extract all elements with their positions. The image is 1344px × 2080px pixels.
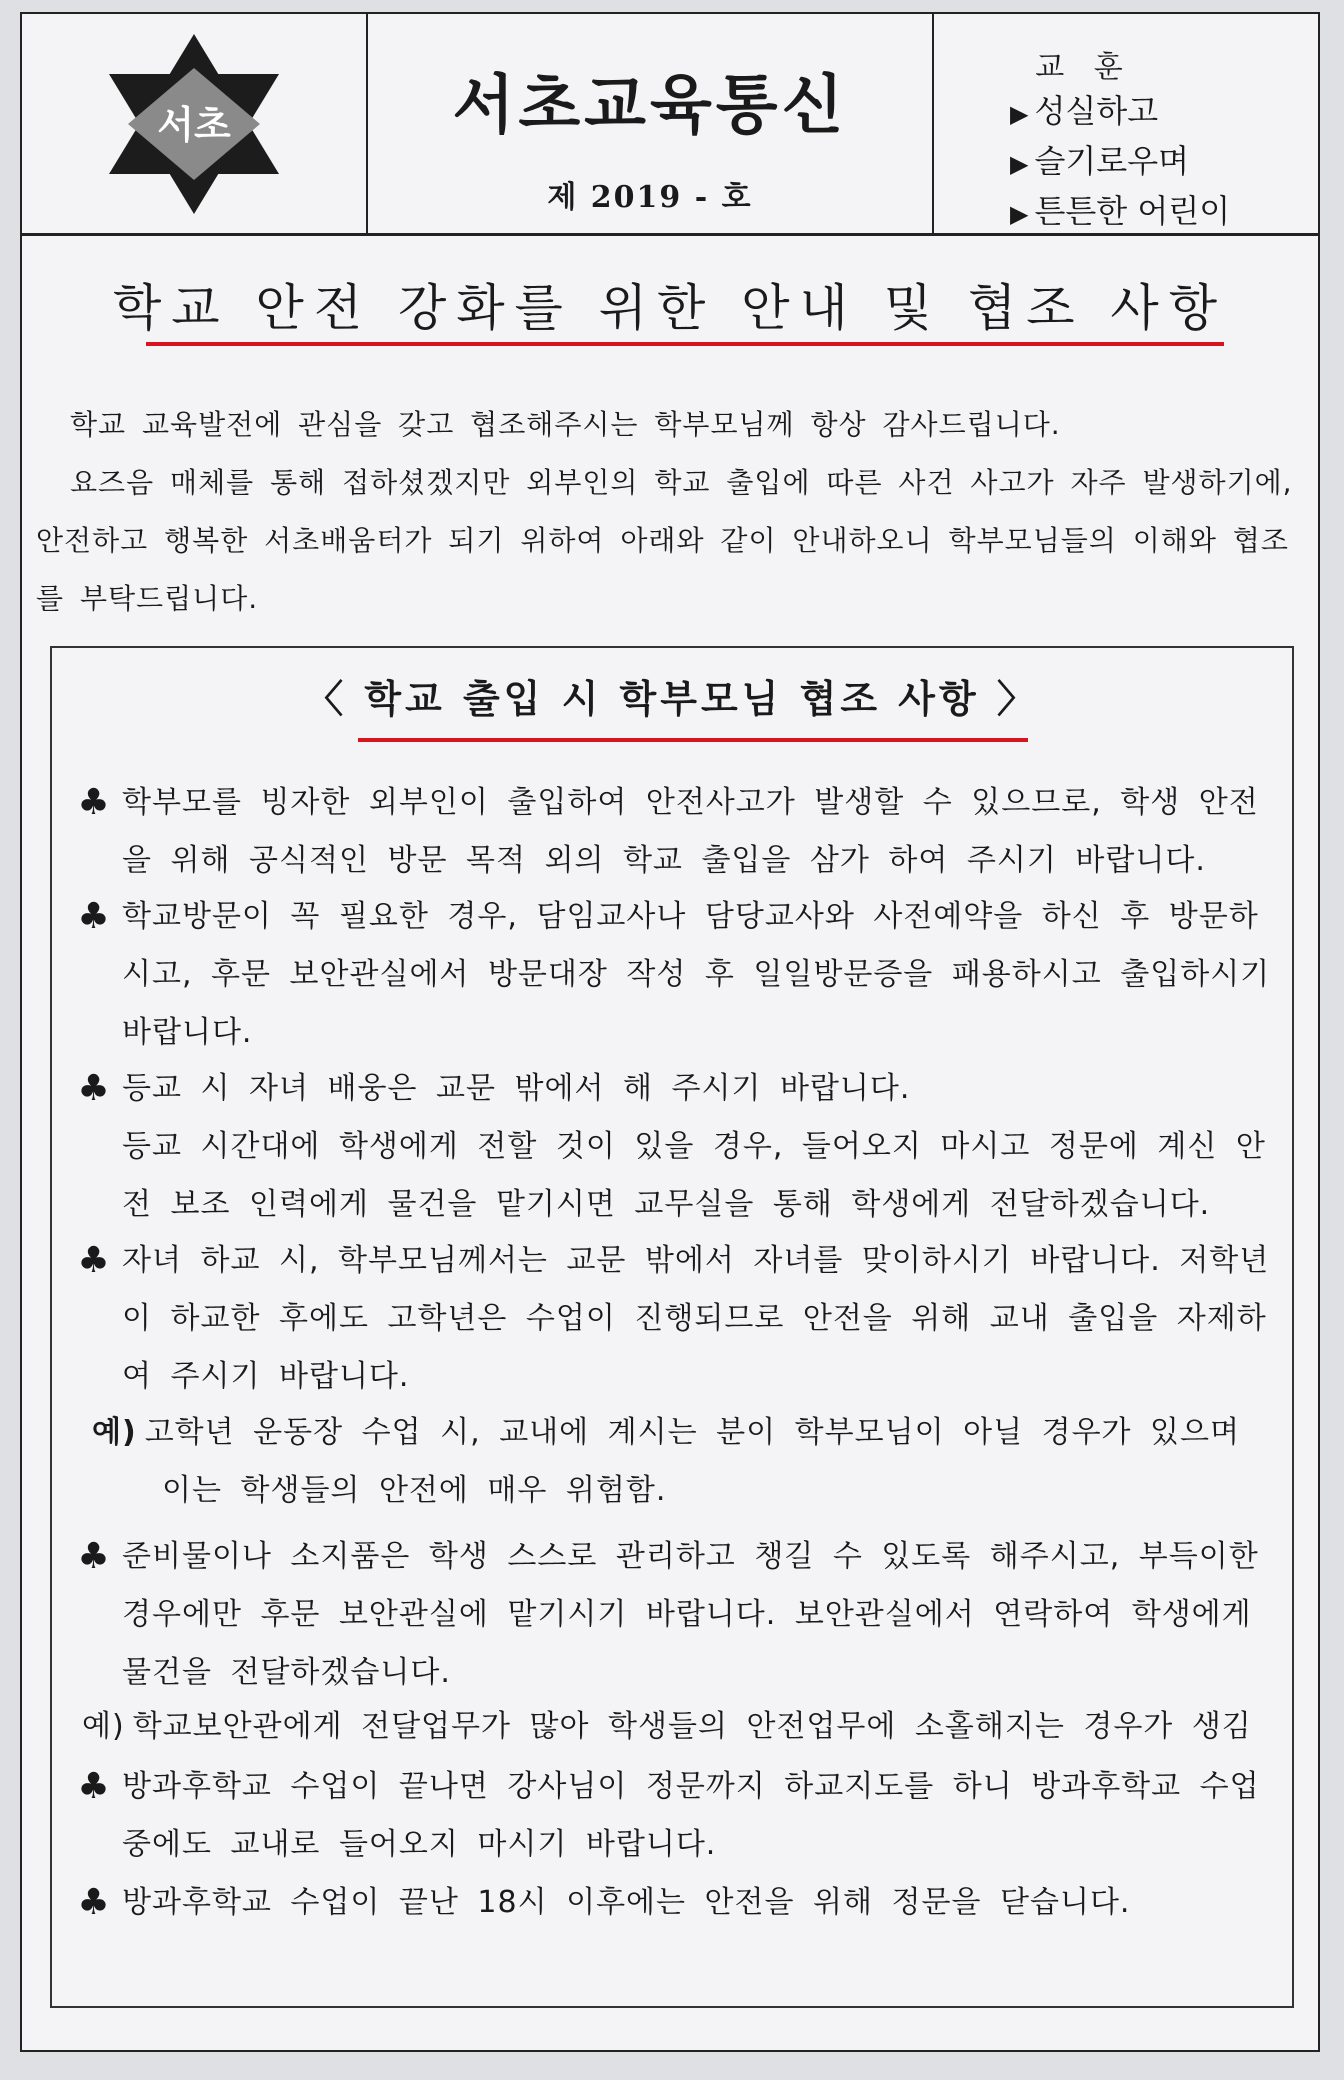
list-item	[77, 1758, 1272, 1874]
intro-paragraph: 요즈음 매체를 통해 접하셨겠지만 외부인의 학교 출입에 따른 사건 사고가 자주 발생하기에, 안전하고 행복한 서초배움터가 되기 위하여 아래와 같이 안내하오니 학부모님들의 이해와 협조를 부탁드립니다.	[36, 466, 1293, 615]
club-bullet-icon: ♣	[77, 1240, 111, 1281]
club-bullet-icon: ♣	[77, 1766, 111, 1807]
masthead-title: 서초교육통신	[452, 68, 848, 143]
motto-line: ▶ 튼튼한 어린이	[1010, 192, 1231, 230]
item-text: 학부모를 빙자한 외부인이 출입하여 안전사고가 발생할 수 있으므로, 학생 안전을 위해 공식적인 방문 목적 외의 학교 출입을 삼가 하여 주시기 바랍니다.	[122, 785, 1259, 878]
motto-line: ▶ 슬기로우며	[1010, 142, 1190, 180]
masthead-header	[22, 14, 1318, 236]
club-bullet-icon: ♣	[77, 896, 111, 937]
item-text: 준비물이나 소지품은 학생 스스로 관리하고 챙길 수 있도록 해주시고, 부득이한 경우에만 후문 보안관실에 맡기시기 바랍니다. 보안관실에서 연락하여 학생에게 물건을 전달하겠습니다.	[122, 1539, 1259, 1690]
intro-text	[36, 396, 1306, 628]
example-note	[82, 1698, 1272, 1756]
example-label: 예)	[82, 1709, 125, 1744]
issue-number: 제 2019 - 호	[547, 180, 753, 215]
club-bullet-icon: ♣	[77, 1068, 111, 1109]
school-logo-icon	[94, 34, 294, 214]
item-text: 방과후학교 수업이 끝난 18시 이후에는 안전을 위해 정문을 닫습니다.	[122, 1885, 1131, 1920]
list-item	[77, 1060, 1272, 1234]
motto-cell	[934, 14, 1318, 233]
triangle-arrow-icon: ▶	[1010, 150, 1029, 178]
triangle-arrow-icon: ▶	[1010, 100, 1029, 128]
list-item	[77, 1232, 1272, 1406]
example-text: 학교보안관에게 전달업무가 많아 학생들의 안전업무에 소홀해지는 경우가 생김	[132, 1709, 1252, 1744]
club-bullet-icon: ♣	[77, 782, 111, 823]
example-note	[92, 1404, 1282, 1520]
box-title: 〈 학교 출입 시 학부모님 협조 사항 〉	[305, 677, 1039, 721]
example-text: 고학년 운동장 수업 시, 교내에 계시는 분이 학부모님이 아닐 경우가 있으며	[144, 1415, 1240, 1450]
cooperation-box	[50, 646, 1294, 2008]
title-underline	[146, 342, 1224, 346]
item-text: 등교 시간대에 학생에게 전할 것이 있을 경우, 들어오지 마시고 정문에 계신 안전 보조 인력에게 물건을 맡기시면 교무실을 통해 학생에게 전달하겠습니다.	[122, 1129, 1266, 1222]
club-bullet-icon: ♣	[77, 1882, 111, 1923]
example-label: 예)	[92, 1415, 137, 1450]
example-text: 이는 학생들의 안전에 매우 위험함.	[162, 1473, 667, 1508]
item-text: 방과후학교 수업이 끝나면 강사님이 정문까지 하교지도를 하니 방과후학교 수업 중에도 교내로 들어오지 마시기 바랍니다.	[122, 1769, 1260, 1862]
logo-cell	[22, 14, 368, 233]
intro-paragraph: 학교 교육발전에 관심을 갖고 협조해주시는 학부모님께 항상 감사드립니다.	[70, 408, 1061, 441]
item-text: 자녀 하교 시, 학부모님께서는 교문 밖에서 자녀를 맞이하시기 바랍니다. 저학년이 하교한 후에도 고학년은 수업이 진행되므로 안전을 위해 교내 출입을 자제하여 주시기 바랍니다.	[122, 1243, 1270, 1394]
newsletter-page	[20, 12, 1320, 2052]
logo-text: 서초	[157, 103, 231, 147]
motto-title: 교 훈	[1035, 50, 1133, 85]
list-item	[77, 1874, 1272, 1932]
club-bullet-icon: ♣	[77, 1536, 111, 1577]
triangle-arrow-icon: ▶	[1010, 200, 1029, 228]
item-text: 학교방문이 꼭 필요한 경우, 담임교사나 담당교사와 사전예약을 하신 후 방문하시고, 후문 보안관실에서 방문대장 작성 후 일일방문증을 패용하시고 출입하시기 바랍니다.	[122, 899, 1271, 1050]
list-item	[77, 1528, 1272, 1702]
motto-line: ▶ 성실하고	[1010, 92, 1159, 130]
title-cell	[368, 14, 934, 233]
item-text: 등교 시 자녀 배웅은 교문 밖에서 해 주시기 바랍니다.	[122, 1071, 911, 1106]
list-item	[77, 774, 1272, 890]
main-title: 학교 안전 강화를 위한 안내 및 협조 사항	[112, 279, 1228, 337]
list-item	[77, 888, 1272, 1062]
box-title-underline	[358, 738, 1028, 742]
